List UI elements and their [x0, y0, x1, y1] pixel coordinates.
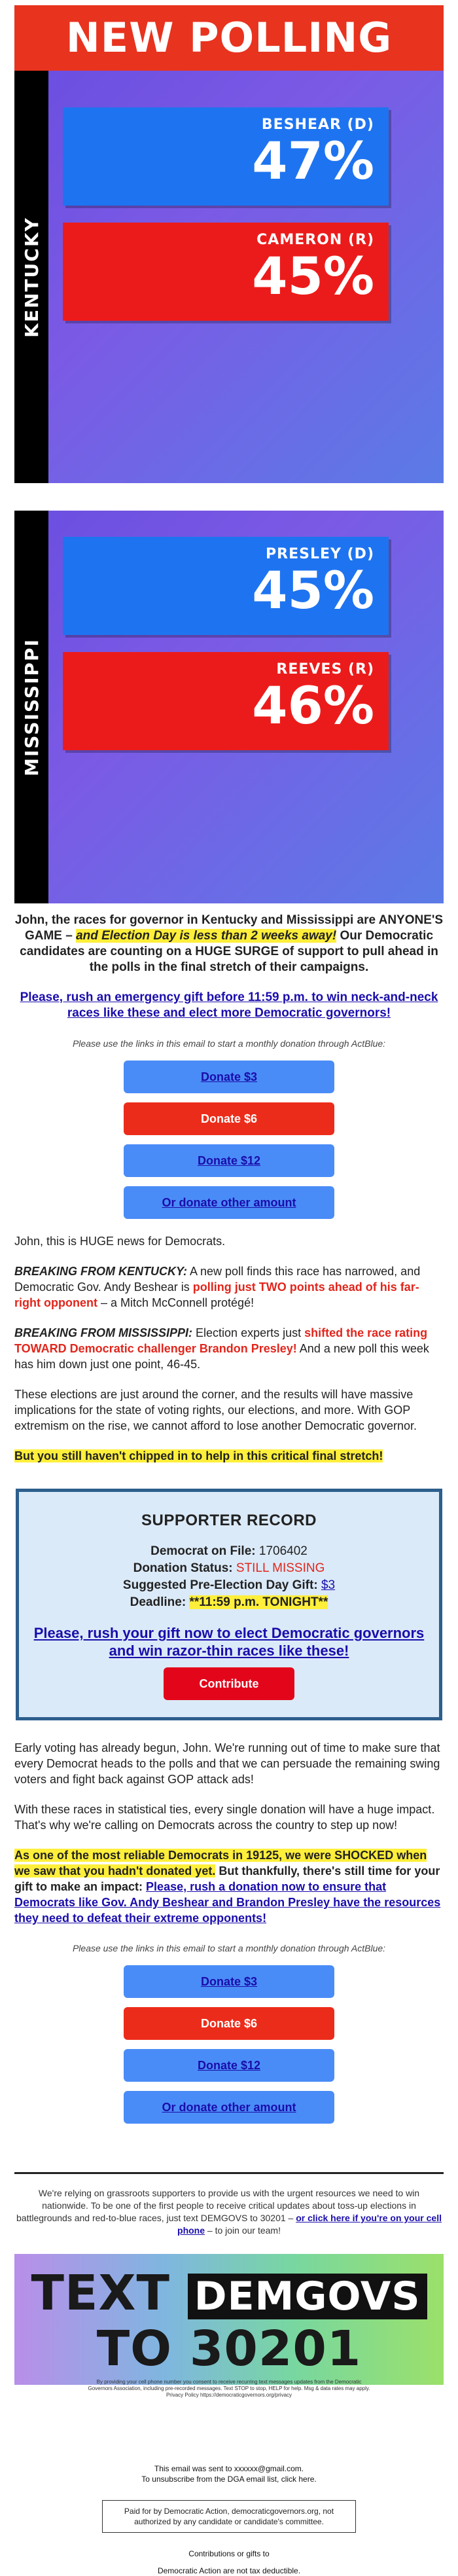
donate-6-button-2[interactable]: Donate $6 — [124, 2007, 334, 2040]
candidate-name: REEVES (R) — [276, 661, 374, 678]
record-value: **11:59 p.m. TONIGHT** — [189, 1595, 328, 1609]
footer-divider — [14, 2172, 444, 2174]
record-link-wrap — [32, 1624, 426, 1660]
banner-text: TEXT — [31, 2265, 170, 2321]
candidate-percent: 46% — [252, 677, 374, 736]
ky-text-2: – a Mitch McConnell protégé! — [97, 1296, 255, 1309]
donate-3-button-2[interactable]: Donate $3 — [124, 1965, 334, 1998]
ky-label: BREAKING FROM KENTUCKY: — [14, 1265, 187, 1278]
candidate-name: CAMERON (R) — [256, 232, 374, 248]
record-value: 1706402 — [258, 1544, 308, 1558]
mississippi-update — [14, 1325, 444, 1372]
record-title: SUPPORTER RECORD — [141, 1512, 317, 1529]
rush-donation-link[interactable]: Please, rush a donation now to ensure that Democrats like Gov. Andy Beshear and Brandon Presley have the resources they need to defeat their extreme opponents! — [14, 1880, 441, 1925]
chip-in-highlight: But you still haven't chipped in to help in this critical final stretch! — [14, 1449, 383, 1462]
suggested-gift-link[interactable]: $3 — [321, 1578, 336, 1592]
ms-text-2: And a new poll this week has him down just one point, 46-45. — [14, 1342, 429, 1371]
record-label: Donation Status: — [133, 1561, 233, 1575]
candidate-bar-rep — [63, 223, 389, 321]
emergency-gift-link[interactable]: Please, rush an emergency gift before 11:59 p.m. to win neck-and-neck races like these and elect more Democratic governors! — [20, 990, 438, 1020]
text-signup-paragraph — [14, 2187, 444, 2237]
intro-highlight: and Election Day is less than 2 weeks away! — [76, 929, 337, 943]
donate-12-button[interactable]: Donate $12 — [124, 1144, 334, 1177]
ky-text: A new poll finds this race has narrowed, and Democratic Gov. Andy Beshear is — [14, 1265, 421, 1294]
state-label-box — [14, 511, 48, 903]
record-deadline-line — [32, 1594, 426, 1611]
text-demgovs-banner[interactable] — [14, 2254, 444, 2398]
donate-12-button-2[interactable]: Donate $12 — [124, 2049, 334, 2082]
intro-text: John, the races for governor in Kentucky and Mississippi are ANYONE'S GAME – — [14, 913, 444, 943]
monthly-note-2: Please use the links in this email to start a monthly donation through ActBlue: — [72, 1943, 386, 1953]
not-deductible-notice: Democratic Action are not tax deductible. — [157, 2566, 301, 2575]
shocked-highlight: As one of the most reliable Democrats in 19125, we were SHOCKED when we saw that you hadn't donated yet. — [14, 1849, 427, 1878]
shocked-paragraph — [14, 1847, 444, 1926]
candidate-bar-dem — [63, 537, 389, 635]
email-body — [14, 913, 444, 1464]
record-value: STILL MISSING — [236, 1561, 325, 1575]
candidate-bar-dem — [63, 107, 389, 206]
record-label: Democrat on File: — [150, 1544, 256, 1558]
record-gift-link[interactable]: Please, rush your gift now to elect Democratic governors and win razor-thin races like these! — [33, 1625, 425, 1659]
shocked-text: But thankfully, there's still time for your gift to make an impact: — [14, 1864, 440, 1893]
candidate-percent: 45% — [252, 247, 374, 306]
signup-text: We're relying on grassroots supporters to provide us with the urgent resources we need to win nationwide. To be one of the first people to receive critical updates about toss-up elections in battlegrounds and red-to-blue races, just text DEMGOVS to 30201 – — [16, 2188, 420, 2223]
banner-code: DEMGOVS — [188, 2274, 427, 2319]
sent-to: This email was sent to xxxxxx@gmail.com. — [154, 2464, 304, 2473]
candidate-percent: 47% — [252, 132, 374, 191]
state-label: MISSISSIPPI — [20, 638, 43, 776]
kentucky-poll-panel — [14, 71, 444, 483]
contribute-button[interactable]: Contribute — [164, 1667, 294, 1700]
paid-for-box: Paid for by Democratic Action, democraticgovernors.org, not authorized by any candidate or candidate's committee. — [102, 2500, 356, 2533]
email-body-2 — [14, 1740, 444, 2124]
monthly-note: Please use the links in this email to start a monthly donation through ActBlue: — [72, 1038, 386, 1049]
chip-in-paragraph — [14, 1448, 444, 1464]
emergency-gift-link-wrap — [14, 990, 444, 1021]
state-label-box — [14, 71, 48, 483]
banner-row-2: TO 30201 — [96, 2321, 362, 2377]
kentucky-update — [14, 1263, 444, 1311]
intro-text-2: Our Democratic candidates are counting on a HUGE SURGE of support to pull ahead in the polls in the final stretch of their campaigns. — [20, 929, 438, 974]
stakes-paragraph: These elections are just around the corner, and the results will have massive implications for the state of voting rights, our elections, and more. With GOP extremism on the rise, we cannot afford to lose another Democratic governor. — [14, 1388, 417, 1432]
record-file-line — [32, 1543, 426, 1560]
state-label: KENTUCKY — [20, 216, 43, 338]
banner-row-1 — [14, 2267, 444, 2323]
early-voting-paragraph: Early voting has already begun, John. We're running out of time to make sure that every Democrat heads to the polls and that we can persuade the remaining swing voters and fight back against GOP attack ads! — [14, 1741, 440, 1786]
email-page — [0, 5, 458, 2575]
contrib-notice: Contributions or gifts to — [188, 2549, 270, 2558]
footer — [14, 2187, 444, 2237]
record-label: Deadline: — [130, 1595, 186, 1609]
record-status-line — [32, 1560, 426, 1577]
candidate-name: BESHEAR (D) — [261, 117, 374, 133]
mississippi-poll-panel — [14, 511, 444, 903]
huge-news: John, this is HUGE news for Democrats. — [14, 1235, 226, 1248]
candidate-name: PRESLEY (D) — [266, 546, 374, 562]
candidate-bar-rep — [63, 652, 389, 750]
donate-3-button[interactable]: Donate $3 — [124, 1061, 334, 1093]
panel-gap — [14, 483, 444, 511]
ms-red: shifted the race rating TOWARD Democratic challenger Brandon Presley! — [14, 1326, 428, 1355]
statistical-ties-paragraph: With these races in statistical ties, every single donation will have a huge impact. That's why we're calling on Democrats across the country to step up now! — [14, 1803, 435, 1832]
record-gift-line — [32, 1577, 426, 1594]
ms-label: BREAKING FROM MISSISSIPPI: — [14, 1326, 193, 1339]
unsubscribe — [0, 2474, 458, 2484]
banner-fine-print: By providing your cell phone number you consent to receive recurring text messages updates from the Democratic Governors Association, including pre-recorded messages. Text STOP to stop, HELP for help. Msg & data rates may apply. Privacy Policy https://democraticgovernors.org/privacy — [88, 2379, 370, 2398]
unsubscribe-link[interactable]: To unsubscribe from the DGA email list, click here. — [141, 2475, 317, 2484]
ky-red: polling just TWO points ahead of his far-right opponent — [14, 1280, 419, 1309]
signup-text-2: – to join our team! — [205, 2225, 281, 2236]
ms-text: Election experts just — [192, 1326, 305, 1339]
donate-other-button[interactable]: Or donate other amount — [124, 1186, 334, 1219]
intro-paragraph — [14, 913, 444, 975]
supporter-record-box — [16, 1489, 442, 1720]
record-label: Suggested Pre-Election Day Gift: — [122, 1578, 318, 1592]
poll-headline: NEW POLLING — [14, 5, 444, 71]
donate-6-button[interactable]: Donate $6 — [124, 1102, 334, 1135]
cell-phone-link[interactable]: or click here if you're on your cell phone — [177, 2213, 442, 2236]
candidate-percent: 45% — [252, 562, 374, 621]
donate-other-button-2[interactable]: Or donate other amount — [124, 2091, 334, 2124]
